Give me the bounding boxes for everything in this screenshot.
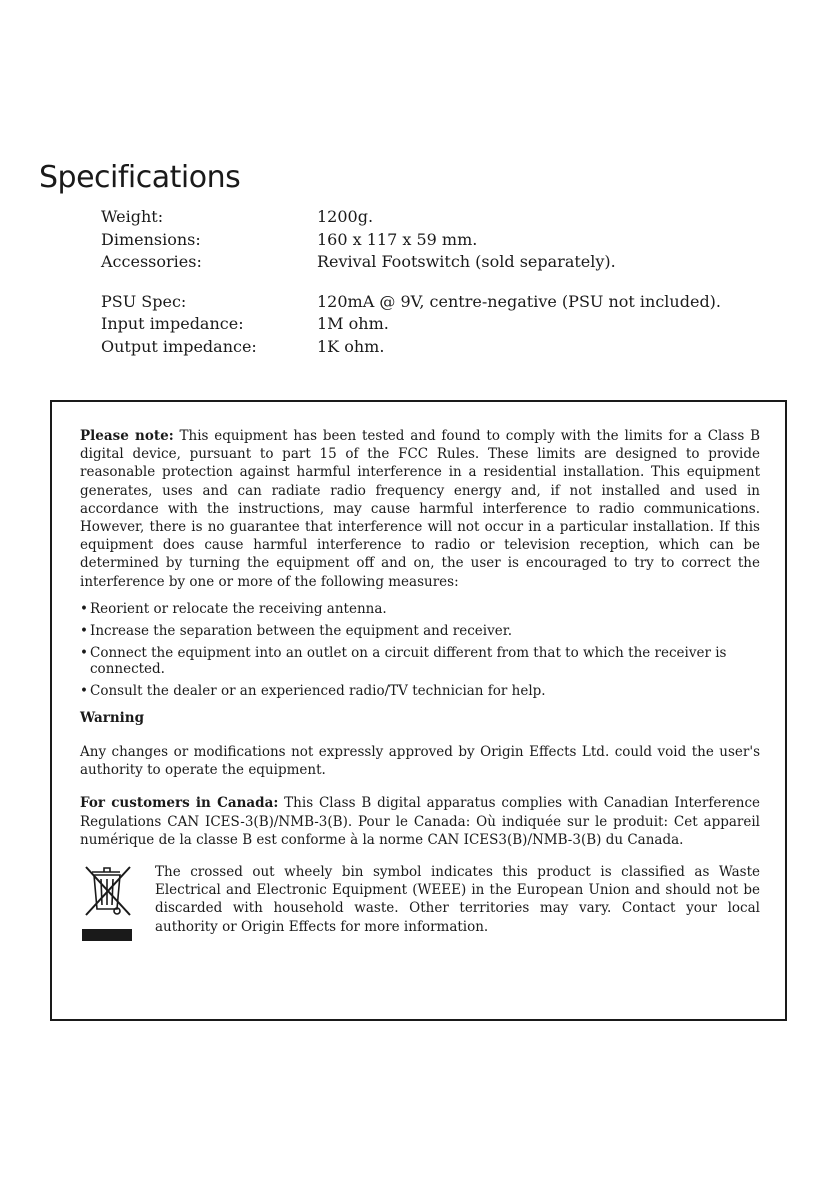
- spec-label: PSU Spec:: [101, 291, 187, 311]
- page-title: Specifications: [39, 160, 241, 195]
- weee-paragraph: The crossed out wheely bin symbol indicates this product is classified as Waste Electrical and Electronic Equipment (WEEE) in the European Union and should not be discarded with household waste. Other territories may vary. Contact your local authority or Origin Effects for more information.: [155, 864, 760, 935]
- list-item: • Reorient or relocate the receiving antenna.: [80, 600, 387, 617]
- spec-value: 160 x 117 x 59 mm.: [317, 229, 478, 249]
- bullet-icon: •: [80, 622, 88, 639]
- bullet-icon: •: [80, 644, 88, 661]
- spec-label: Output impedance:: [101, 336, 257, 356]
- weee-section: [80, 863, 760, 943]
- bullet-icon: •: [80, 682, 88, 699]
- spec-row-weight: [101, 206, 801, 229]
- note-label: Please note:: [80, 428, 174, 444]
- crossed-out-wheelie-bin-icon: [80, 863, 136, 943]
- bullet-icon: •: [80, 600, 88, 617]
- spec-value: Revival Footswitch (sold separately).: [317, 252, 616, 271]
- list-item: • Increase the separation between the equipment and receiver.: [80, 622, 512, 639]
- spec-value: 1200g.: [317, 207, 374, 226]
- fcc-note-paragraph: [80, 427, 760, 591]
- canada-label: For customers in Canada:: [80, 795, 279, 812]
- warning-paragraph: Any changes or modifications not expressly approved by Origin Effects Ltd. could void the user's authority to operate the equipment.: [80, 744, 760, 779]
- spec-list: [101, 206, 801, 358]
- measures-list: [80, 601, 760, 699]
- note-text: This equipment has been tested and found to comply with the limits for a Class B digital device, pursuant to part 15 of the FCC Rules. These limits are designed to provide reasonable protection against harmful interference in a residential installation. This equipment generates, uses and can radiate radio frequency energy and, if not installed and used in accordance with the instructions, may cause harmful interference to radio communications. However, there is no guarantee that interference will not occur in a particular installation. If this equipment does cause harmful interference to radio or television reception, which can be determined by turning the equipment off and on, the user is encouraged to try to correct the interference by one or more of the following measures:: [80, 428, 760, 590]
- spec-label: Input impedance:: [101, 314, 244, 333]
- spec-value: 1K ohm.: [317, 336, 385, 356]
- spec-row-input-impedance: [101, 313, 801, 336]
- spec-row-output-impedance: [101, 336, 801, 359]
- spec-row-dimensions: [101, 229, 801, 252]
- compliance-notice-content: [80, 427, 760, 943]
- spec-value: 120mA @ 9V, centre-negative (PSU not included).: [317, 291, 722, 311]
- spec-row-accessories: [101, 251, 801, 274]
- compliance-notice-box: [50, 400, 787, 1021]
- list-item: • Connect the equipment into an outlet on a circuit different from that to which the receiver is connected.: [80, 644, 727, 677]
- spec-divider: [101, 274, 801, 291]
- list-item: • Consult the dealer or an experienced radio/TV technician for help.: [80, 682, 546, 699]
- spec-label: Weight:: [101, 207, 164, 226]
- spec-label: Dimensions:: [101, 229, 201, 249]
- canada-text: This Class B digital apparatus complies with Canadian Interference Regulations CAN ICES-3(B)/NMB-3(B). Pour le Canada: Où indiquée sur le produit: Cet appareil numérique de la classe B est conforme à la norme CAN ICES3(B)/NMB-3(B) du Canada.: [80, 795, 761, 848]
- spec-label: Accessories:: [101, 252, 202, 271]
- spec-row-psu: [101, 291, 801, 314]
- canada-paragraph: [80, 794, 760, 849]
- spec-value: 1M ohm.: [317, 314, 389, 333]
- warning-heading: Warning: [80, 709, 145, 726]
